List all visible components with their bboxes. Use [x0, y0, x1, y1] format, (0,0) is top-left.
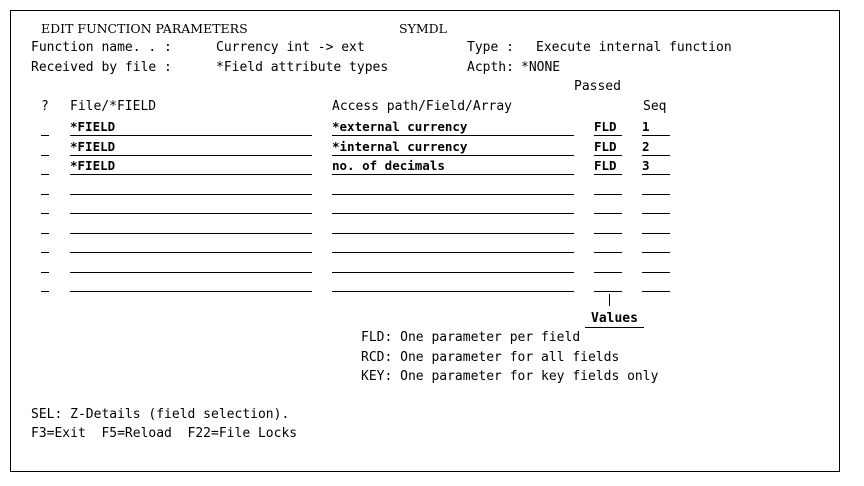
seq-field[interactable] [642, 275, 670, 292]
access-path-field[interactable] [332, 197, 574, 214]
file-field[interactable] [70, 256, 312, 273]
access-path-field[interactable] [332, 217, 574, 234]
row-select-field[interactable] [41, 158, 49, 175]
row-select-field[interactable] [41, 275, 49, 292]
passed-field[interactable] [594, 256, 622, 273]
row-select-field[interactable] [41, 197, 49, 214]
passed-field[interactable]: FLD [594, 139, 622, 156]
function-name-value: Currency int -> ext [216, 40, 365, 55]
seq-field[interactable]: 1 [642, 119, 670, 136]
access-path-field[interactable] [332, 256, 574, 273]
file-field[interactable] [70, 236, 312, 253]
file-field[interactable]: *FIELD [70, 119, 312, 136]
seq-field[interactable] [642, 256, 670, 273]
values-pointer [609, 294, 610, 306]
file-field[interactable] [70, 197, 312, 214]
seq-field[interactable]: 2 [642, 139, 670, 156]
seq-field[interactable] [642, 197, 670, 214]
file-column-header: File/*FIELD [70, 99, 157, 114]
selection-help: SEL: Z-Details (field selection). [31, 407, 290, 422]
row-select-field[interactable] [41, 217, 49, 234]
seq-field[interactable] [642, 236, 670, 253]
seq-field[interactable] [642, 178, 670, 195]
passed-field[interactable] [594, 217, 622, 234]
file-field[interactable] [70, 217, 312, 234]
access-path-field[interactable]: no. of decimals [332, 158, 574, 175]
access-path-field[interactable]: *external currency [332, 119, 574, 136]
passed-field[interactable] [594, 275, 622, 292]
select-column-header: ? [41, 99, 49, 114]
file-field[interactable] [70, 275, 312, 292]
values-help-fld: FLD: One parameter per field [361, 330, 581, 345]
access-path-field[interactable] [332, 275, 574, 292]
screen-title: EDIT FUNCTION PARAMETERS [41, 21, 248, 36]
values-help-key: KEY: One parameter for key fields only [361, 369, 659, 384]
values-help-rcd: RCD: One parameter for all fields [361, 350, 620, 365]
type-value: Execute internal function [536, 40, 732, 55]
row-select-field[interactable] [41, 256, 49, 273]
passed-field[interactable]: FLD [594, 158, 622, 175]
seq-field[interactable]: 3 [642, 158, 670, 175]
passed-field[interactable] [594, 197, 622, 214]
passed-field[interactable]: FLD [594, 119, 622, 136]
row-select-field[interactable] [41, 139, 49, 156]
access-path-column-header: Access path/Field/Array [332, 99, 513, 114]
function-keys: F3=Exit F5=Reload F22=File Locks [31, 426, 298, 441]
access-path-label: Acpth: [467, 60, 514, 75]
passed-field[interactable] [594, 236, 622, 253]
received-by-file-label: Received by file : [31, 60, 172, 75]
seq-field[interactable] [642, 217, 670, 234]
row-select-field[interactable] [41, 119, 49, 136]
access-path-field[interactable] [332, 178, 574, 195]
received-by-file-value: *Field attribute types [216, 60, 389, 75]
passed-field[interactable] [594, 178, 622, 195]
type-label: Type : [467, 40, 514, 55]
seq-column-header: Seq [643, 99, 667, 114]
terminal-screen [10, 10, 840, 472]
row-select-field[interactable] [41, 178, 49, 195]
values-title: Values [585, 311, 644, 328]
access-path-field[interactable]: *internal currency [332, 139, 574, 156]
row-select-field[interactable] [41, 236, 49, 253]
access-path-field[interactable] [332, 236, 574, 253]
file-field[interactable]: *FIELD [70, 139, 312, 156]
file-field[interactable] [70, 178, 312, 195]
function-name-label: Function name. . : [31, 40, 172, 55]
file-field[interactable]: *FIELD [70, 158, 312, 175]
model-name: SYMDL [399, 21, 447, 36]
access-path-value: *NONE [521, 60, 561, 75]
passed-header: Passed [574, 79, 621, 94]
